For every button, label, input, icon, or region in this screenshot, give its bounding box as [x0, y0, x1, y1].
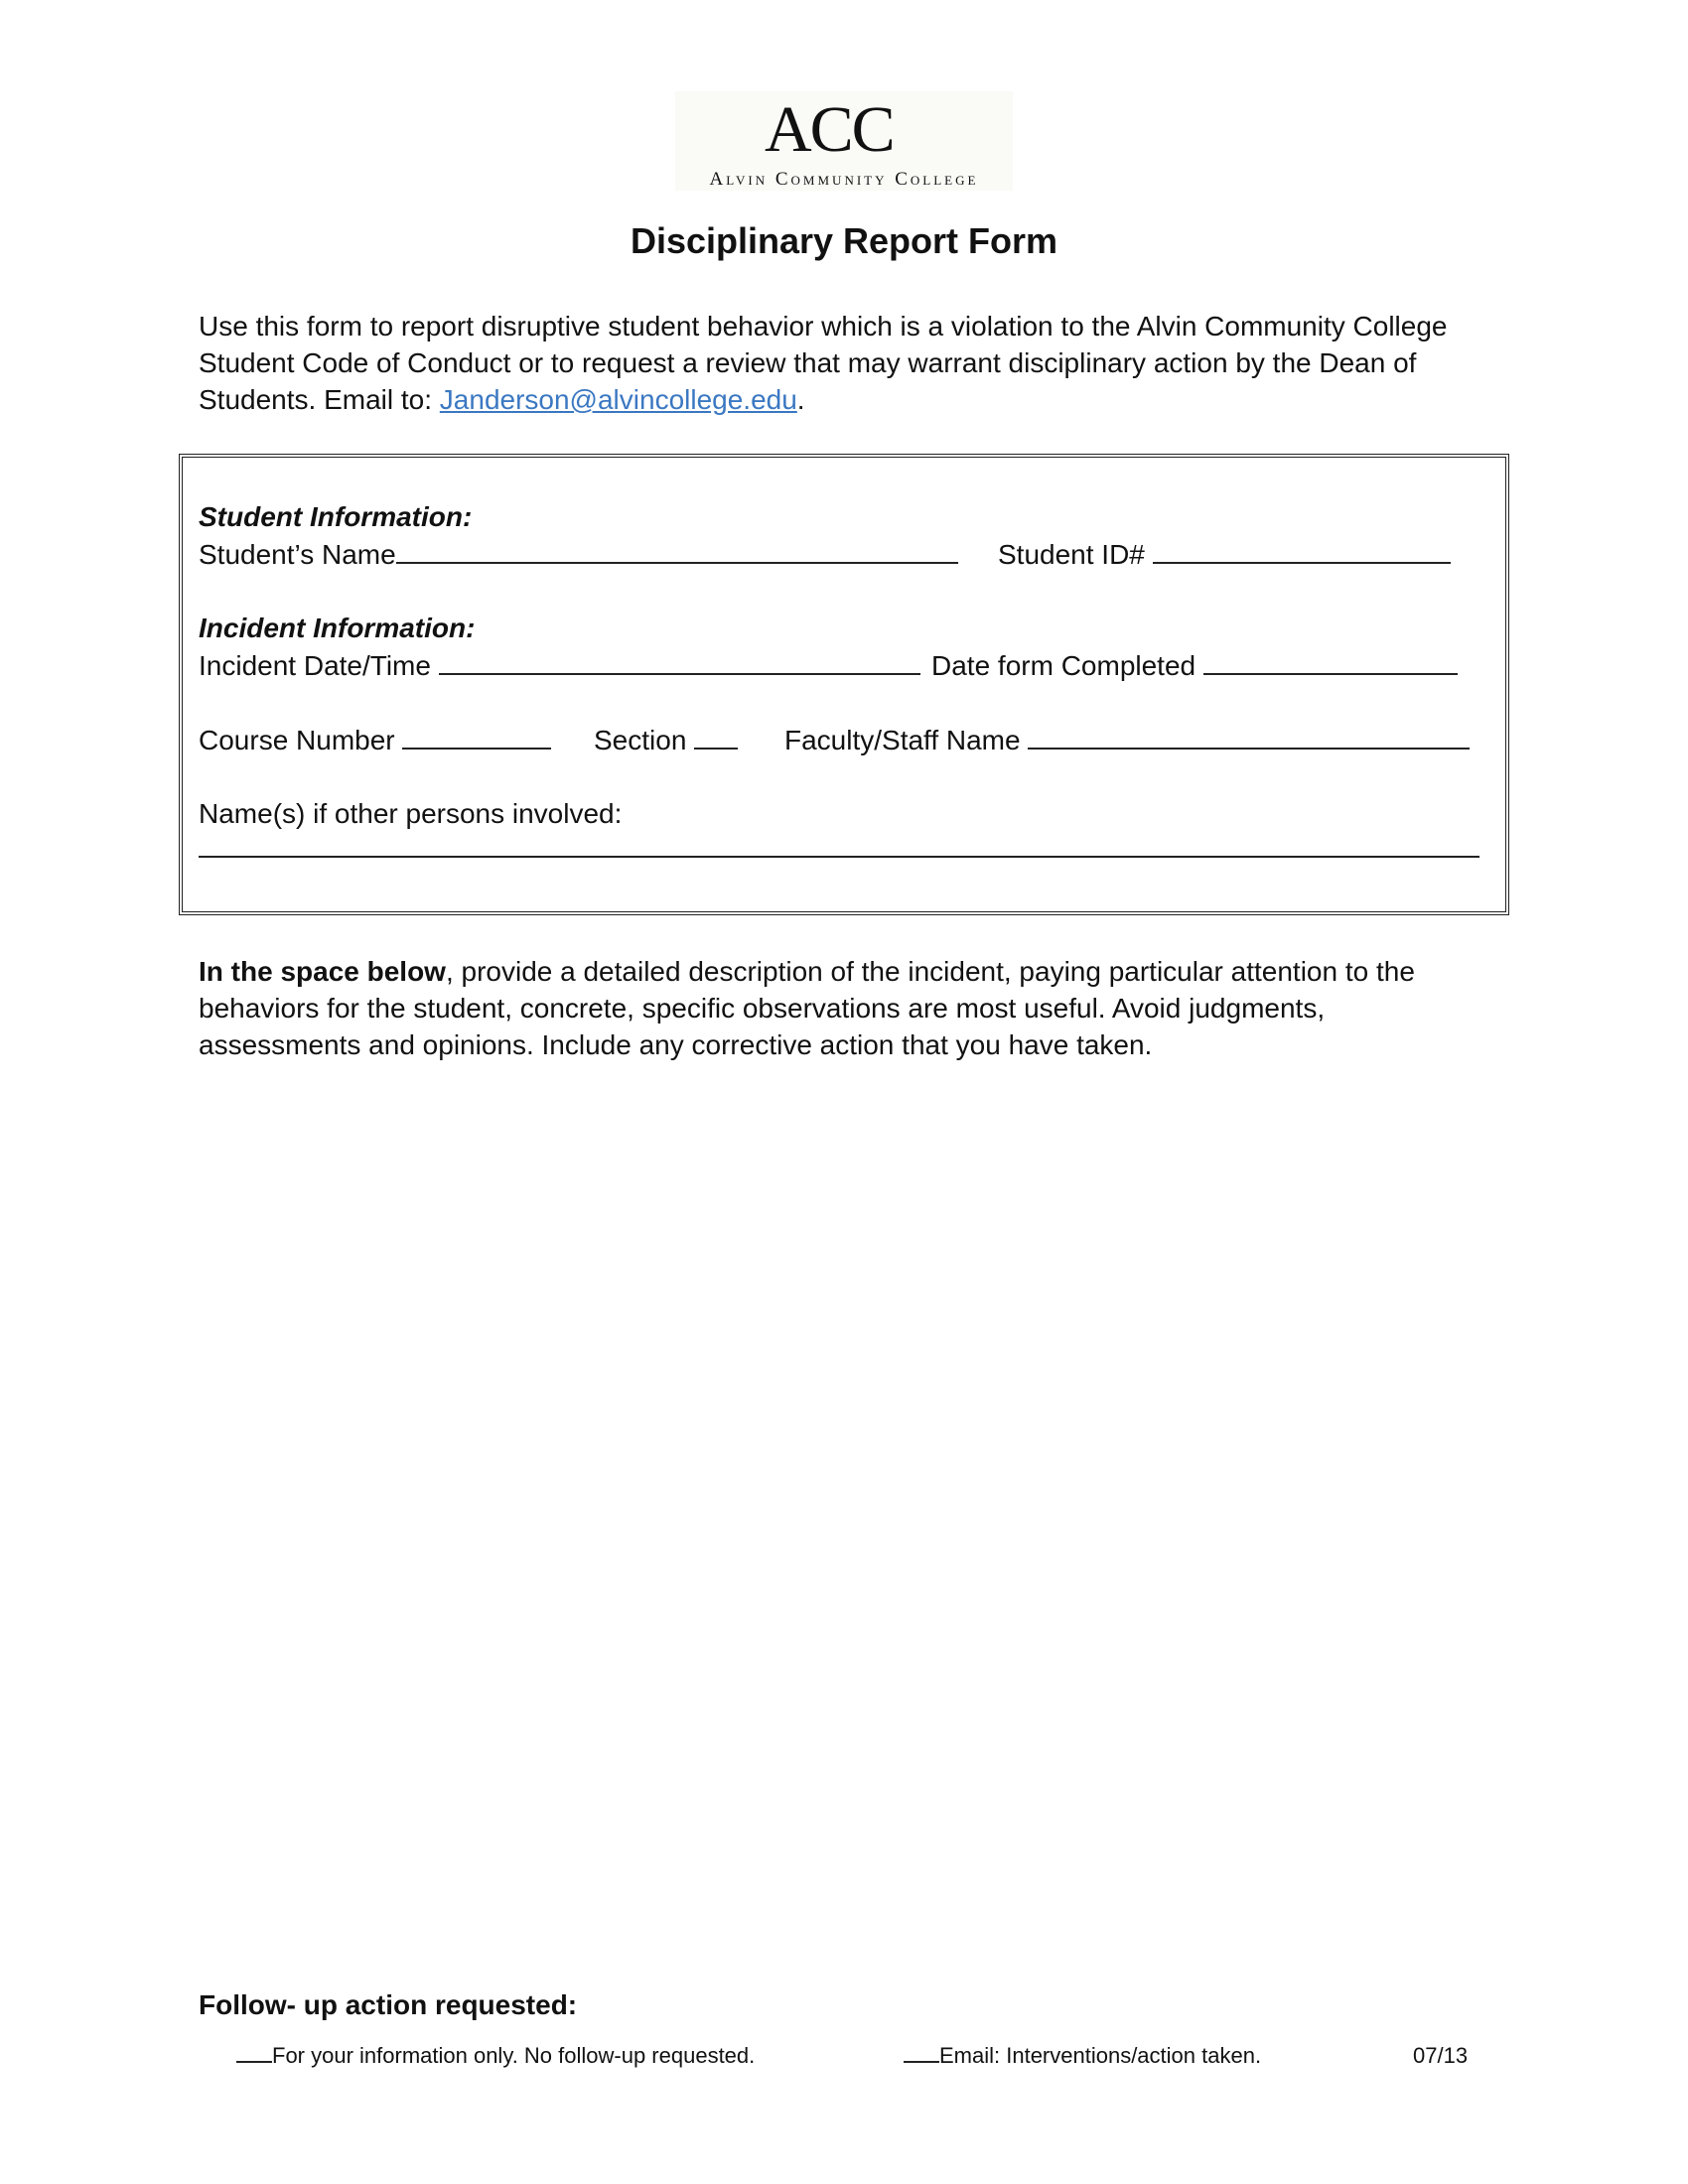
intro-paragraph: [199, 308, 1489, 418]
student-name-row: [199, 538, 958, 571]
option-info-blank[interactable]: [236, 2043, 272, 2063]
email-link[interactable]: Janderson@alvincollege.edu: [439, 384, 797, 415]
follow-up-option-info[interactable]: [236, 2043, 755, 2069]
incident-datetime-label: Incident Date/Time: [199, 650, 431, 681]
follow-up-heading: Follow- up action requested:: [199, 1989, 578, 2020]
intro-text: Use this form to report disruptive student behavior which is a violation to the Alvin Community College Student Code of Conduct or to request a review that may warrant disciplinary action by the Dean of Students. Email to:: [199, 311, 1448, 415]
page-title: Disciplinary Report Form: [630, 220, 1058, 261]
intro-trailing: .: [796, 384, 805, 415]
student-id-field[interactable]: [1153, 538, 1451, 564]
course-number-label: Course Number: [199, 725, 395, 755]
option-email-label: Email: Interventions/action taken.: [939, 2043, 1262, 2068]
section-label: Section: [594, 725, 687, 755]
follow-up-option-email[interactable]: [904, 2043, 1261, 2069]
incident-datetime-row: [199, 649, 920, 682]
section-field[interactable]: [694, 724, 738, 750]
faculty-label: Faculty/Staff Name: [784, 725, 1021, 755]
student-info-heading: Student Information:: [199, 501, 473, 532]
logo-college-name: Alvin Community College: [709, 169, 979, 190]
student-id-row: [998, 538, 1451, 571]
logo-mark: ACC: [765, 93, 894, 166]
description-text: , provide a detailed description of the incident, paying particular attention to the behaviors for the student, concrete, specific observations are most useful. Avoid judgments, assessments and opinions. Include any corrective action that you have taken.: [199, 956, 1415, 1060]
others-row: [199, 832, 1479, 865]
college-logo: [675, 91, 1013, 191]
incident-datetime-field[interactable]: [439, 649, 920, 675]
date-completed-label: Date form Completed: [931, 650, 1196, 681]
course-number-field[interactable]: [402, 724, 551, 750]
form-version: 07/13: [1413, 2043, 1469, 2068]
student-name-field[interactable]: [396, 538, 958, 564]
description-lead: In the space below: [199, 956, 446, 987]
date-completed-row: [931, 649, 1458, 682]
incident-info-heading: Incident Information:: [199, 613, 476, 643]
course-number-row: [199, 724, 551, 756]
option-email-blank[interactable]: [904, 2043, 939, 2063]
student-id-label: Student ID#: [998, 539, 1145, 570]
others-label: Name(s) if other persons involved:: [199, 798, 623, 829]
section-row: [594, 724, 738, 756]
faculty-row: [784, 724, 1470, 756]
date-completed-field[interactable]: [1203, 649, 1458, 675]
faculty-field[interactable]: [1028, 724, 1470, 750]
others-field[interactable]: [199, 832, 1479, 858]
option-info-label: For your information only. No follow-up requested.: [272, 2043, 756, 2068]
student-name-label: Student’s Name: [199, 539, 396, 570]
description-instructions: [199, 953, 1489, 1063]
